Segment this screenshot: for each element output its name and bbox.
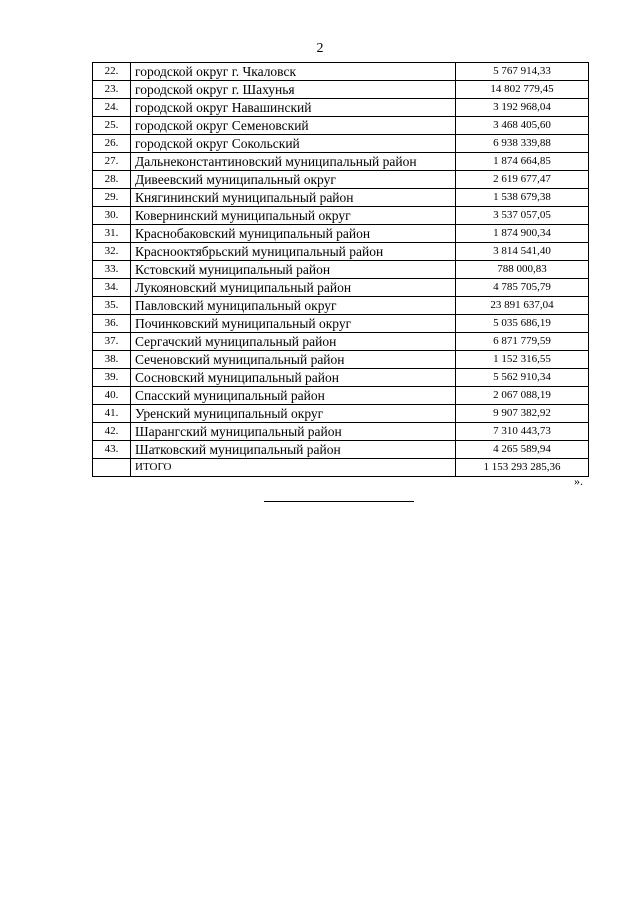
- row-number: 27.: [93, 153, 131, 171]
- amount-cell: 6 938 339,88: [456, 135, 589, 153]
- row-number: 24.: [93, 99, 131, 117]
- row-number: 29.: [93, 189, 131, 207]
- row-number: 42.: [93, 423, 131, 441]
- amount-cell: 3 537 057,05: [456, 207, 589, 225]
- amount-cell: 3 192 968,04: [456, 99, 589, 117]
- table-row: [93, 405, 589, 423]
- municipality-name: Павловский муниципальный округ: [131, 297, 456, 315]
- amount-cell: 2 619 677,47: [456, 171, 589, 189]
- row-number: 36.: [93, 315, 131, 333]
- table-row: [93, 315, 589, 333]
- row-number: 28.: [93, 171, 131, 189]
- municipality-name: Лукояновский муниципальный район: [131, 279, 456, 297]
- municipality-name: городской округ Навашинский: [131, 99, 456, 117]
- municipality-name: городской округ г. Шахунья: [131, 81, 456, 99]
- total-label: ИТОГО: [131, 459, 456, 477]
- row-number: 34.: [93, 279, 131, 297]
- table-row: [93, 189, 589, 207]
- amount-cell: 14 802 779,45: [456, 81, 589, 99]
- table-row: [93, 351, 589, 369]
- table-row: [93, 81, 589, 99]
- closing-quote: ».: [574, 474, 583, 488]
- table-row: [93, 207, 589, 225]
- page-number: 2: [316, 41, 324, 56]
- amount-cell: 4 265 589,94: [456, 441, 589, 459]
- table-row: [93, 135, 589, 153]
- municipality-name: Починковский муниципальный округ: [131, 315, 456, 333]
- table-row: [93, 423, 589, 441]
- municipality-name: Сеченовский муниципальный район: [131, 351, 456, 369]
- amount-cell: 7 310 443,73: [456, 423, 589, 441]
- row-number: 22.: [93, 63, 131, 81]
- row-number: 37.: [93, 333, 131, 351]
- municipality-name: городской округ Семеновский: [131, 117, 456, 135]
- amount-cell: 4 785 705,79: [456, 279, 589, 297]
- row-number: 26.: [93, 135, 131, 153]
- total-row-number: [93, 459, 131, 477]
- municipality-name: Кстовский муниципальный район: [131, 261, 456, 279]
- allocation-table: [92, 62, 589, 477]
- amount-cell: 9 907 382,92: [456, 405, 589, 423]
- amount-cell: 1 152 316,55: [456, 351, 589, 369]
- table-row: [93, 243, 589, 261]
- table-row: [93, 225, 589, 243]
- table-row: [93, 279, 589, 297]
- municipality-name: Сергачский муниципальный район: [131, 333, 456, 351]
- municipality-name: Сосновский муниципальный район: [131, 369, 456, 387]
- municipality-name: Дальнеконстантиновский муниципальный район: [131, 153, 456, 171]
- row-number: 30.: [93, 207, 131, 225]
- table-row: [93, 153, 589, 171]
- table-row: [93, 297, 589, 315]
- amount-cell: 5 767 914,33: [456, 63, 589, 81]
- row-number: 31.: [93, 225, 131, 243]
- row-number: 32.: [93, 243, 131, 261]
- table-body: [93, 63, 589, 477]
- municipality-name: Княгининский муниципальный район: [131, 189, 456, 207]
- municipality-name: Краснооктябрьский муниципальный район: [131, 243, 456, 261]
- municipality-name: Шатковский муниципальный район: [131, 441, 456, 459]
- amount-cell: 1 538 679,38: [456, 189, 589, 207]
- amount-cell: 5 035 686,19: [456, 315, 589, 333]
- municipality-name: Дивеевский муниципальный округ: [131, 171, 456, 189]
- row-number: 25.: [93, 117, 131, 135]
- amount-cell: 3 814 541,40: [456, 243, 589, 261]
- amount-cell: 2 067 088,19: [456, 387, 589, 405]
- municipality-name: Ковернинский муниципальный округ: [131, 207, 456, 225]
- row-number: 23.: [93, 81, 131, 99]
- table-row: [93, 261, 589, 279]
- row-number: 43.: [93, 441, 131, 459]
- table-row: [93, 333, 589, 351]
- row-number: 33.: [93, 261, 131, 279]
- row-number: 40.: [93, 387, 131, 405]
- row-number: 39.: [93, 369, 131, 387]
- amount-cell: 23 891 637,04: [456, 297, 589, 315]
- municipality-name: Шарангский муниципальный район: [131, 423, 456, 441]
- row-number: 41.: [93, 405, 131, 423]
- amount-cell: 1 874 900,34: [456, 225, 589, 243]
- total-row: [93, 459, 589, 477]
- amount-cell: 3 468 405,60: [456, 117, 589, 135]
- table-row: [93, 369, 589, 387]
- row-number: 38.: [93, 351, 131, 369]
- municipality-name: Спасский муниципальный район: [131, 387, 456, 405]
- municipality-name: городской округ г. Чкаловск: [131, 63, 456, 81]
- table-row: [93, 387, 589, 405]
- table-row: [93, 63, 589, 81]
- amount-cell: 1 874 664,85: [456, 153, 589, 171]
- table-row: [93, 441, 589, 459]
- end-separator-line: [264, 501, 414, 502]
- municipality-name: городской округ Сокольский: [131, 135, 456, 153]
- municipality-name: Краснобаковский муниципальный район: [131, 225, 456, 243]
- amount-cell: 6 871 779,59: [456, 333, 589, 351]
- table-row: [93, 99, 589, 117]
- table-row: [93, 117, 589, 135]
- row-number: 35.: [93, 297, 131, 315]
- amount-cell: 5 562 910,34: [456, 369, 589, 387]
- amount-cell: 788 000,83: [456, 261, 589, 279]
- table-row: [93, 171, 589, 189]
- total-amount: 1 153 293 285,36: [456, 459, 589, 477]
- municipality-name: Уренский муниципальный округ: [131, 405, 456, 423]
